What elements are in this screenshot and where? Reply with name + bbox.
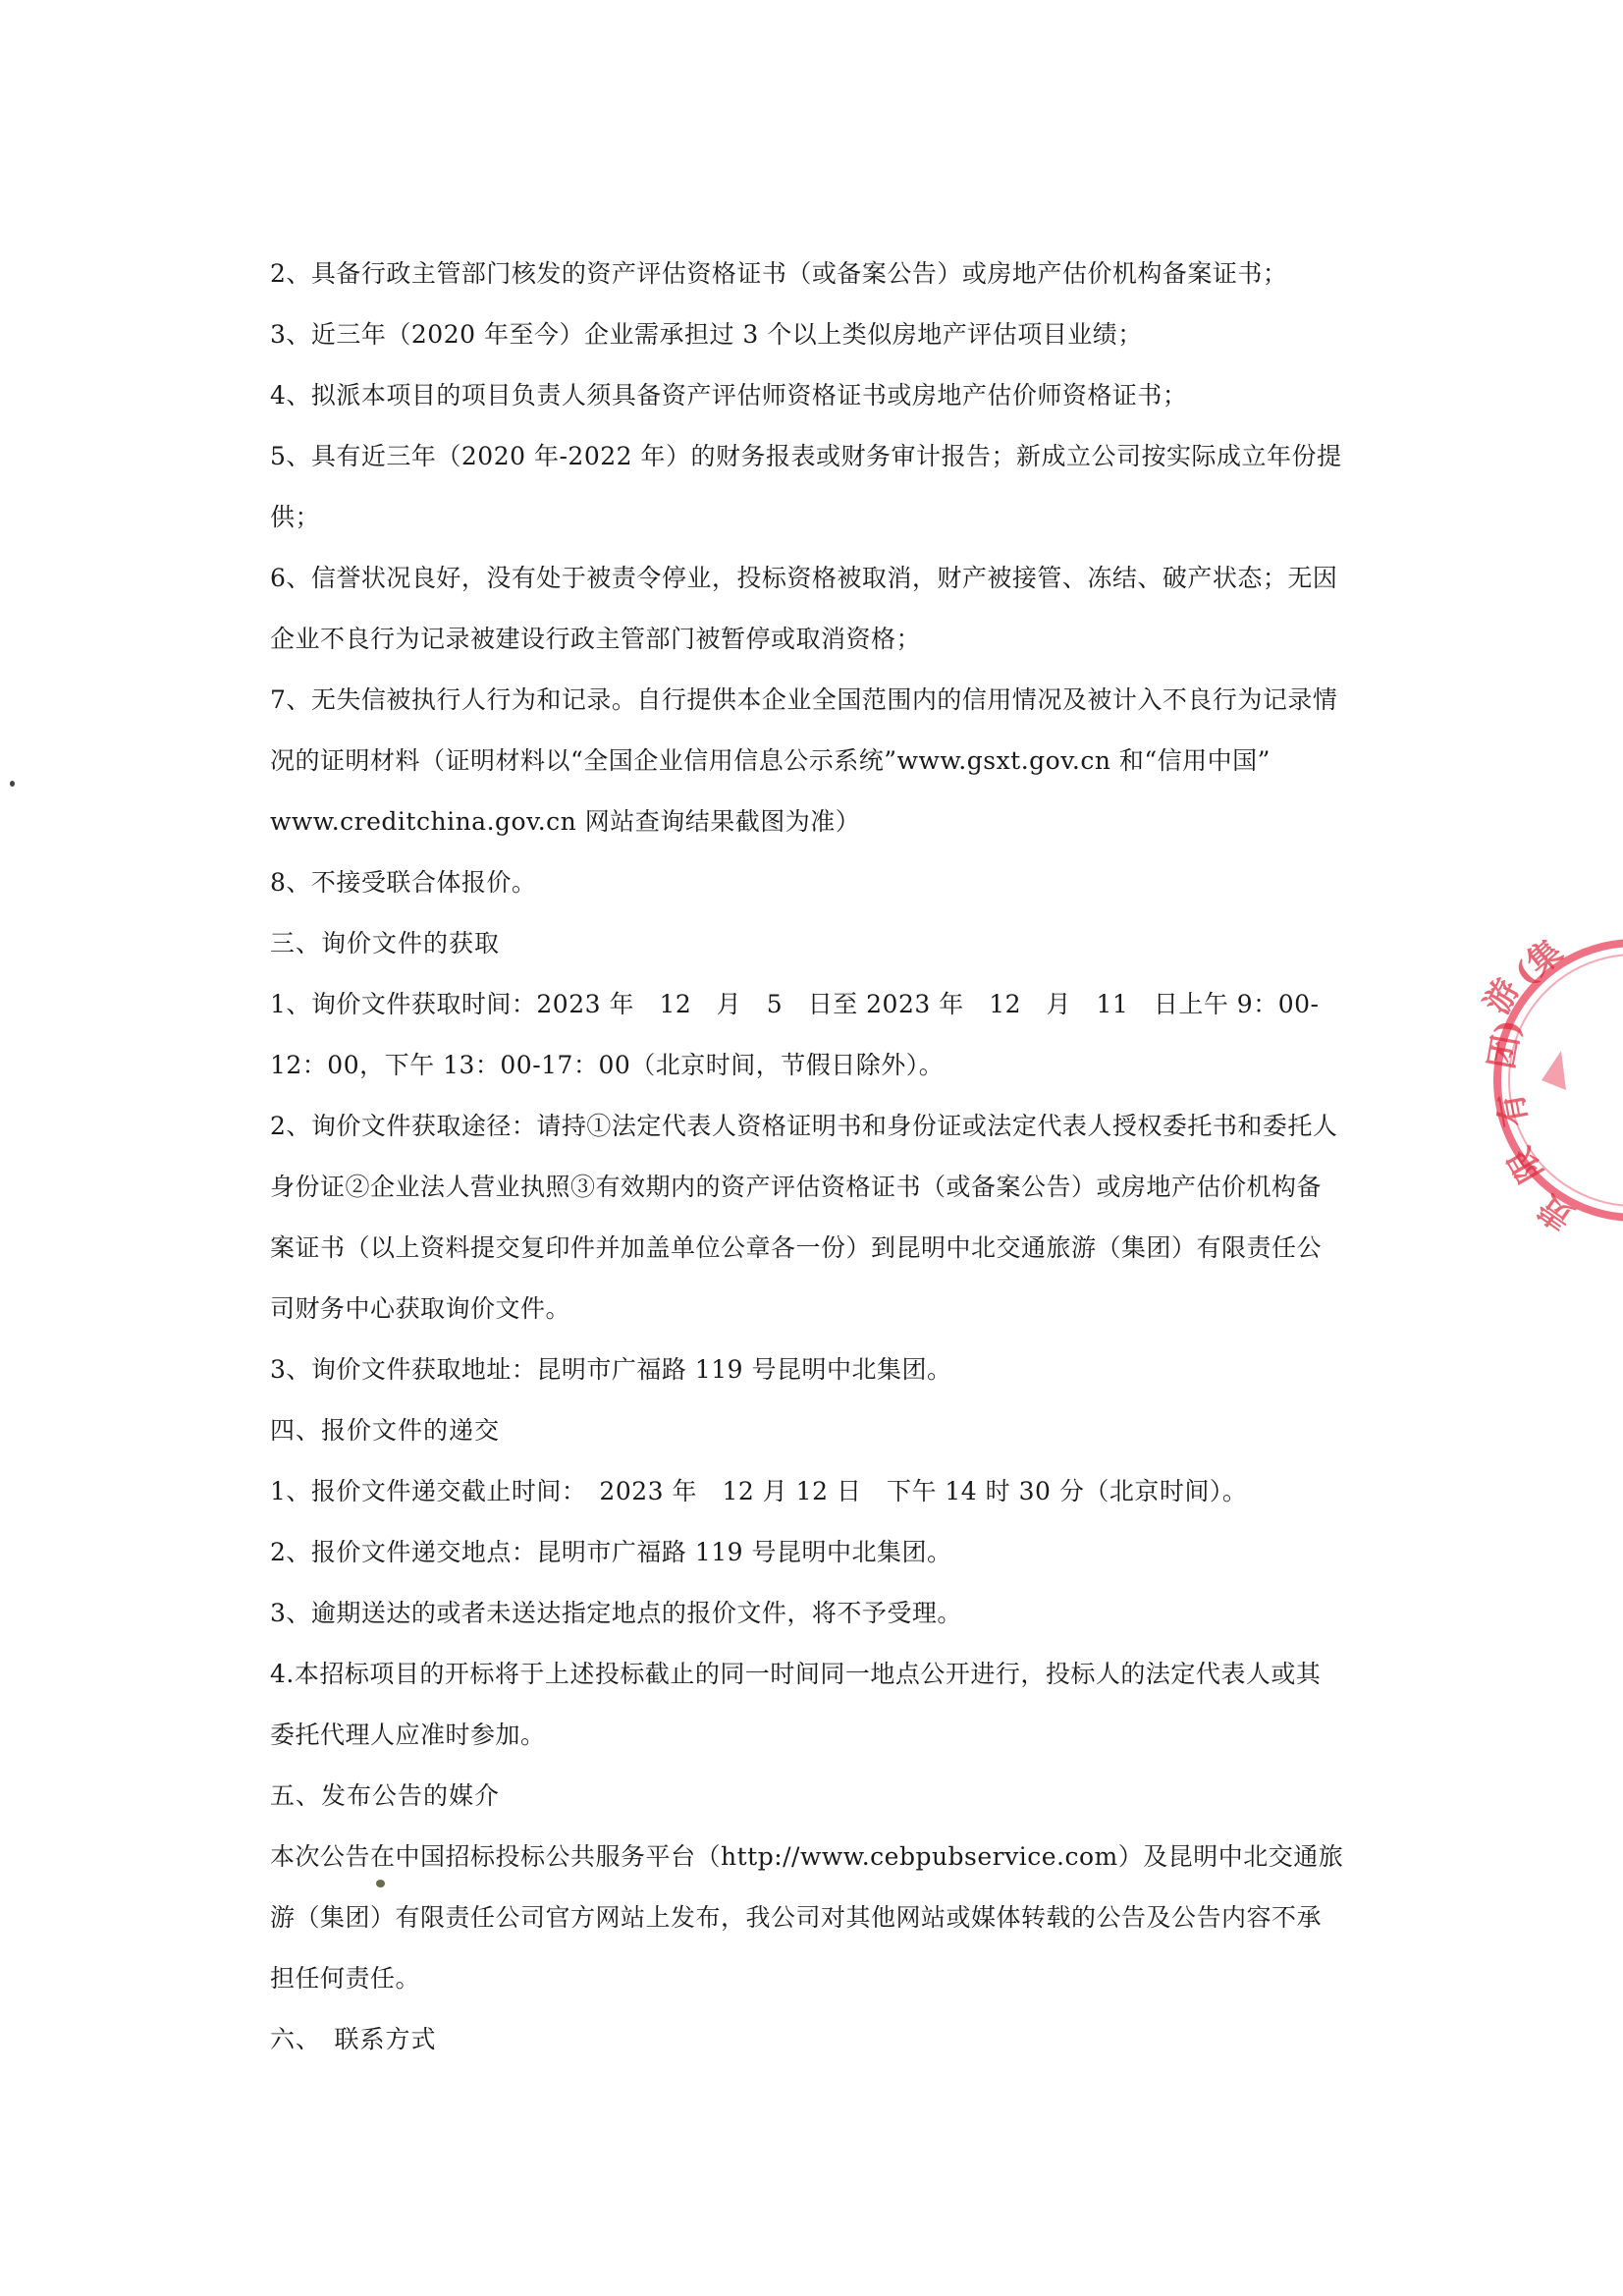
paragraph-qualification-3: 3、近三年（2020 年至今）企业需承担过 3 个以上类似房地产评估项目业绩； xyxy=(270,320,1143,349)
paragraph-obtain-method: 2、询价文件获取途径：请持①法定代表人资格证明书和身份证或法定代表人授权委托书和委托人身份证②企业法人营业执照③有效期内的资产评估资格证书（或备案公告）或房地产估价机构备案证书（以上资料提交复印件并加盖单位公章各一份）到昆明中北交通旅游（集团）有限责任公司财务中心获取询价文件。 xyxy=(270,1112,1338,1323)
section-heading-submission: 四、报价文件的递交 xyxy=(270,1416,501,1445)
paragraph-qualification-7: 7、无失信被执行人行为和记录。自行提供本企业全国范围内的信用情况及被计入不良行为记录情况的证明材料（证明材料以“全国企业信用信息公示系统”www.gsxt.gov.cn 和“信用中国” www.creditchina.gov.cn 网站查询结果截图为准） xyxy=(270,685,1338,836)
paragraph-qualification-5: 5、具有近三年（2020 年-2022 年）的财务报表或财务审计报告；新成立公司按实际成立年份提供； xyxy=(270,442,1342,531)
paragraph-submission-location: 2、报价文件递交地点：昆明市广福路 119 号昆明中北集团。 xyxy=(270,1538,952,1566)
scan-speck xyxy=(376,1880,385,1887)
section-heading-obtain-docs: 三、询价文件的获取 xyxy=(270,929,501,957)
paragraph-qualification-4: 4、拟派本项目的项目负责人须具备资产评估师资格证书或房地产估价师资格证书； xyxy=(270,381,1188,410)
paragraph-bid-opening: 4.本招标项目的开标将于上述投标截止的同一时间同一地点公开进行，投标人的法定代表人或其委托代理人应准时参加。 xyxy=(270,1660,1322,1749)
company-seal-graphic xyxy=(1473,933,1623,1267)
svg-text:责: 责 xyxy=(1531,1186,1582,1238)
svg-text:限: 限 xyxy=(1500,1140,1551,1189)
paragraph-qualification-2: 2、具备行政主管部门核发的资产评估资格证书（或备案公告）或房地产估价机构备案证书； xyxy=(270,259,1288,288)
document-body xyxy=(270,244,1345,2070)
svg-text:游: 游 xyxy=(1477,972,1528,1021)
paragraph-late-submission: 3、逾期送达的或者未送达指定地点的报价文件，将不予受理。 xyxy=(270,1599,962,1627)
paragraph-qualification-8: 8、不接受联合体报价。 xyxy=(270,868,537,897)
paragraph-media: 本次公告在中国招标投标公共服务平台（http://www.cebpubservice.com）及昆明中北交通旅游（集团）有限责任公司官方网站上发布，我公司对其他网站或媒体转载的公告及公告内容不承担任何责任。 xyxy=(270,1842,1344,1993)
paragraph-qualification-6: 6、信誉状况良好，没有处于被责令停业，投标资格被取消，财产被接管、冻结、破产状态；无因企业不良行为记录被建设行政主管部门被暂停或取消资格； xyxy=(270,564,1338,653)
svg-text:团): 团) xyxy=(1482,1016,1530,1072)
section-heading-contact: 六、 联系方式 xyxy=(270,2025,437,2053)
svg-text:有: 有 xyxy=(1490,1089,1536,1130)
paragraph-submission-deadline: 1、报价文件递交截止时间： 2023 年 12 月 12 日 下午 14 时 30 分（北京时间）。 xyxy=(270,1477,1248,1505)
section-heading-media: 五、发布公告的媒介 xyxy=(270,1781,501,1810)
svg-text:(集: (集 xyxy=(1507,933,1571,994)
company-seal xyxy=(1473,933,1623,1267)
paragraph-obtain-time: 1、询价文件获取时间：2023 年 12 月 5 日至 2023 年 12 月 11 日上午 9：00-12：00，下午 13：00-17：00（北京时间，节假日除外）。 xyxy=(270,990,1320,1079)
paragraph-obtain-address: 3、询价文件获取地址：昆明市广福路 119 号昆明中北集团。 xyxy=(270,1355,952,1384)
scan-speck xyxy=(10,781,15,787)
